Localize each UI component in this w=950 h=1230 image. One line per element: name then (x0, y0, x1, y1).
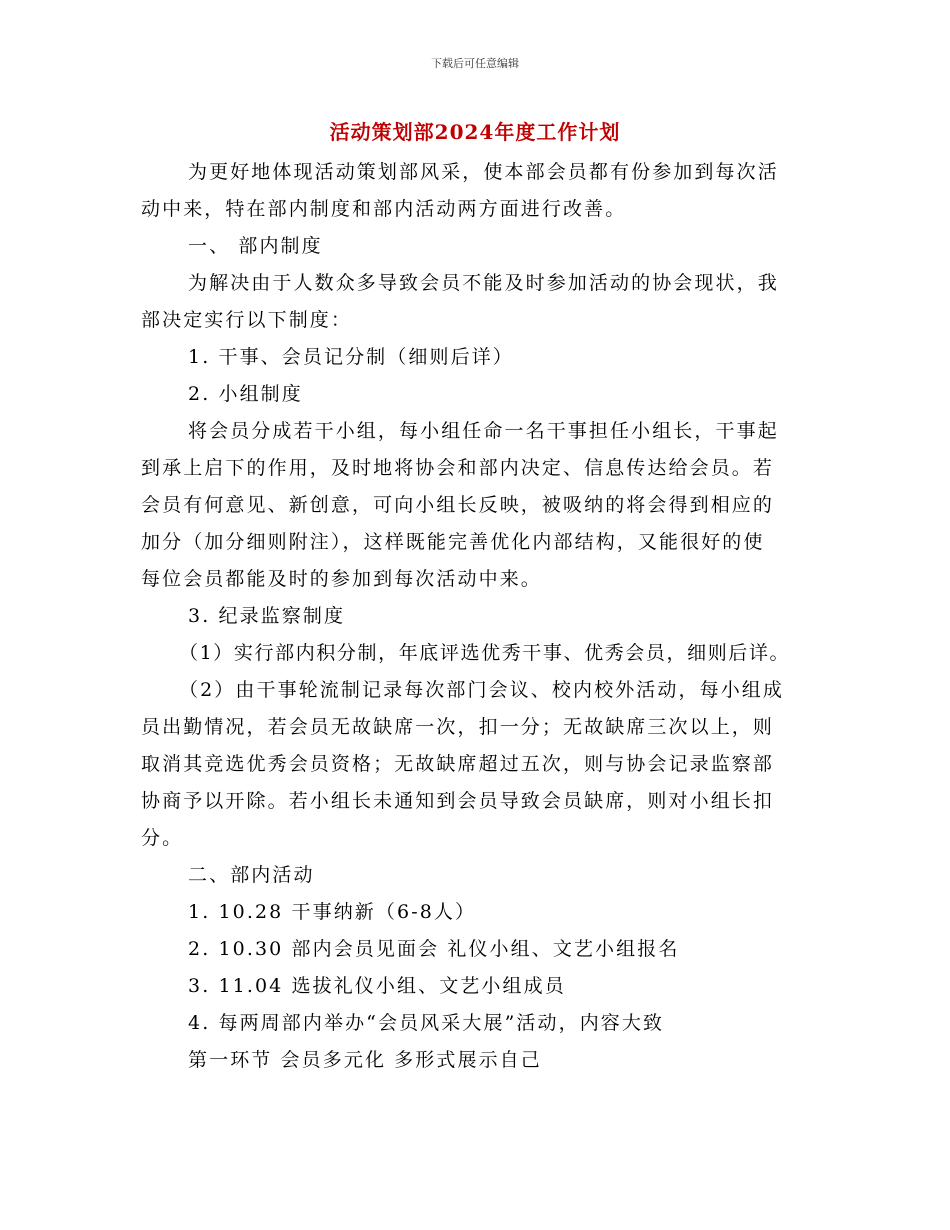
list-item (141, 894, 831, 931)
paragraph (141, 413, 831, 598)
paragraph (141, 635, 831, 672)
document-body (141, 154, 831, 1079)
list-item (141, 376, 831, 413)
paragraph-line: 会员有何意见、新创意，可向小组长反映，被吸纳的将会得到相应的 (141, 494, 775, 516)
paragraph-line: 员出勤情况，若会员无故缺席一次，扣一分；无故缺席三次以上，则 (141, 716, 775, 738)
section-heading (141, 857, 831, 894)
paragraph-line: 协商予以开除。若小组长未通知到会员导致会员缺席，则对小组长扣 (141, 790, 775, 812)
paragraph-line: 到承上启下的作用，及时地将协会和部内决定、信息传达给会员。若 (141, 457, 775, 479)
paragraph-line: 每位会员都能及时的参加到每次活动中来。 (141, 568, 542, 590)
page-header: 下载后可任意编辑 (431, 57, 519, 70)
heading-line: 一、 部内制度 (188, 235, 323, 257)
paragraph (141, 1042, 831, 1079)
list-item (141, 968, 831, 1005)
list-item-line: 1. 干事、会员记分制（细则后详） (188, 346, 514, 368)
list-item (141, 931, 831, 968)
list-item (141, 598, 831, 635)
paragraph-line: 为解决由于人数众多导致会员不能及时参加活动的协会现状，我 (188, 272, 779, 294)
list-item-line: 3. 11.04 选拔礼仪小组、文艺小组成员 (188, 975, 566, 997)
list-item (141, 339, 831, 376)
paragraph-line: （1）实行部内积分制，年底评选优秀干事、优秀会员，细则后详。 (179, 642, 791, 664)
paragraph (141, 265, 831, 339)
paragraph-line: 动中来，特在部内制度和部内活动两方面进行改善。 (141, 198, 627, 220)
list-item-line: 2. 10.30 部内会员见面会 礼仪小组、文艺小组报名 (188, 938, 680, 960)
paragraph-line: （2）由干事轮流制记录每次部门会议、校内校外活动，每小组成 (179, 679, 784, 701)
paragraph-line: 为更好地体现活动策划部风采，使本部会员都有份参加到每次活 (188, 161, 779, 183)
list-item (141, 1005, 831, 1042)
section-heading (141, 228, 831, 265)
paragraph-line: 将会员分成若干小组，每小组任命一名干事担任小组长，干事起 (188, 420, 779, 442)
list-item-line: 3. 纪录监察制度 (188, 605, 346, 627)
paragraph-line: 第一环节 会员多元化 多形式展示自己 (188, 1049, 542, 1071)
paragraph-line: 加分（加分细则附注），这样既能完善优化内部结构，又能很好的使 (141, 531, 765, 553)
paragraph-line: 部决定实行以下制度： (141, 309, 353, 331)
paragraph (141, 154, 831, 228)
list-item-line: 4. 每两周部内举办“会员风采大展”活动，内容大致 (188, 1012, 665, 1034)
paragraph-line: 取消其竞选优秀会员资格；无故缺席超过五次，则与协会记录监察部 (141, 753, 775, 775)
paragraph (141, 672, 831, 857)
heading-line: 二、部内活动 (188, 864, 315, 886)
list-item-line: 1. 10.28 干事纳新（6-8人） (188, 901, 477, 923)
paragraph-line: 分。 (141, 827, 184, 849)
document-title: 活动策划部2024年度工作计划 (329, 120, 621, 144)
list-item-line: 2. 小组制度 (188, 383, 303, 405)
